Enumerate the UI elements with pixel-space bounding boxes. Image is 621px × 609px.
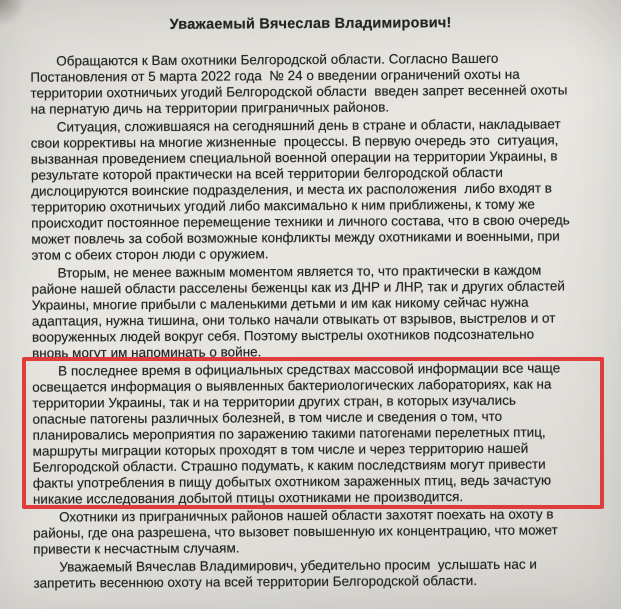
paragraph-closing-request: Уважаемый Вячеслав Владимирович, убедительно просим услышать нас и запретить весеннюю охоту на всей территории Белгородской области. [33, 556, 537, 591]
letter-body [30, 50, 615, 594]
paragraph-refugees: Вторым, не менее важным моментом является то, что практически в каждом районе нашей области расселены беженцы как из ДНР и ЛНР, так и других областей Украины, многие прибыли с маленькими детьми и им как никому сейчас нужна адаптация, нужна тишина, они только начали отвыкать от взрывов, выстрелов и от вооруженных людей вокруг себя. Поэтому выстрелы охотников подсознательно вновь могут им напоминать о войне. [31, 262, 565, 361]
paragraph-intro: Обращаются к Вам охотники Белгородской области. Согласно Вашего Постановления от 5 марта 2022 года № 24 о введении ограничений охоты на территории охотничьих угодий Белгородской области введен запрет весенней охоты на пернатую дичь на территории приграничных районов. [30, 50, 568, 117]
letter-title: Уважаемый Вячеслав Владимирович! [169, 15, 452, 33]
paragraph-biolabs-highlighted: В последнее время в официальных средствах массовой информации все чаще освещается информация о выявленных бактериологических лабораториях, как на территории Украины, так и на территории других стран, в которых изучались опасные патогены различных болезней, в том числе и сведения о том, что планировались мероприятия по заражению такими патогенами перелетных птиц, маршруты миграции которых проходят в том числе и через территорию нашей Белгородской области. Страшно подумать, к каким последствиям могут привести факты употребления в пищу добытых охотником зараженных птиц, ведь зачастую никакие исследования добытой птицы охотниками не производится. [32, 360, 561, 507]
paragraph-situation: Ситуация, сложившаяся на сегодняшний день в стране и области, накладывает свои коррективы на многие жизненные процессы. В первую очередь это ситуация, вызванная проведением специальной военной операции на территории Украины, в результате которой практически на всей территории белгородской области дислоцируются воинские подразделения, и места их расположения либо входят в территорию охотничьих угодий либо максимально к ним приближены, к тому же происходит постоянное перемещение техники и личного состава, что в свою очередь может повлечь за собой возможные конфликты между охотниками и военными, при этом с обеих сторон люди с оружием. [30, 116, 570, 263]
paragraph-hunters-concentration: Охотники из приграничных районов нашей области захотят поехать на охоту в районы, где она разрешена, что вызовет повышенную их концентрацию, что может привести к несчастным случаям. [33, 506, 558, 557]
